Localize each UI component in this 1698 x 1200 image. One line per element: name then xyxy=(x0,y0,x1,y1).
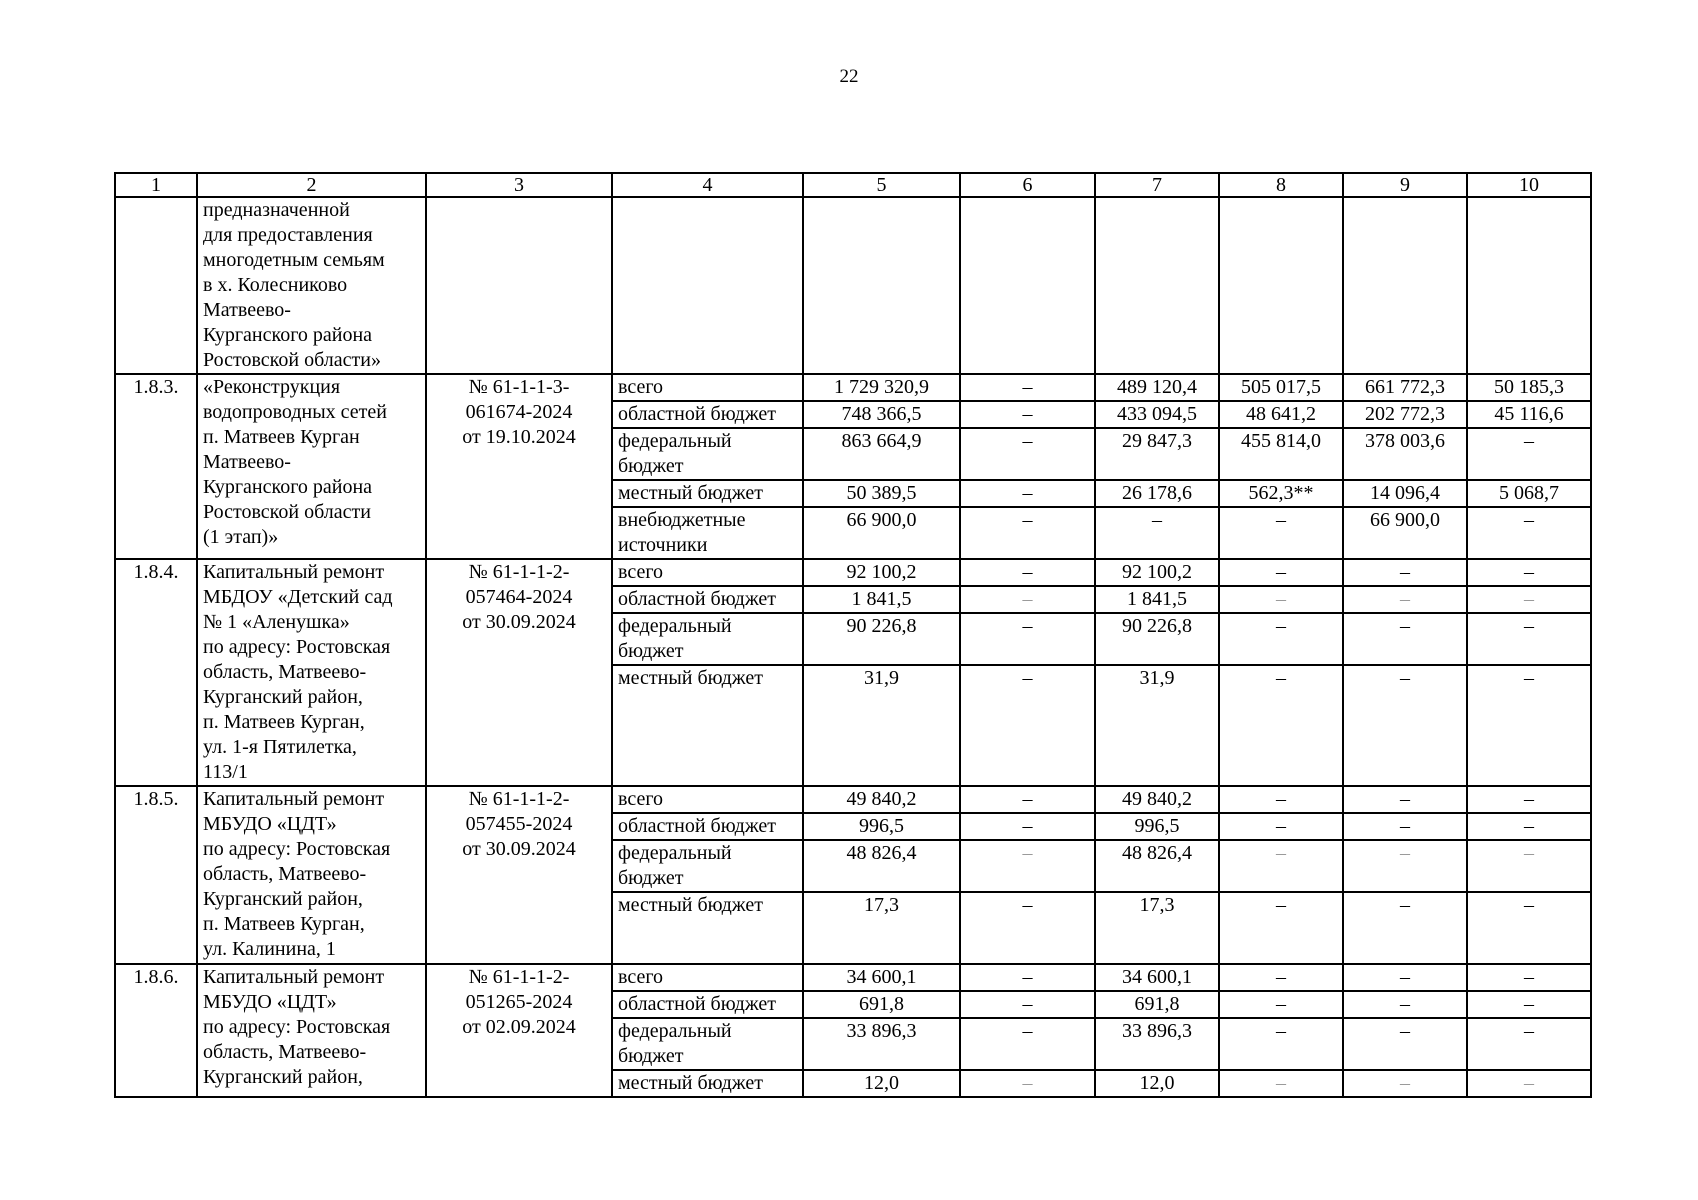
value-cell: 1 841,5 xyxy=(803,586,960,613)
table-row xyxy=(115,374,1591,401)
value-cell: – xyxy=(1219,786,1343,813)
value-cell: 50 389,5 xyxy=(803,480,960,507)
value-cell: – xyxy=(960,1018,1095,1070)
value-cell: – xyxy=(1219,586,1343,613)
column-header: 10 xyxy=(1467,173,1591,197)
funding-source-cell: местный бюджет xyxy=(612,892,803,964)
value-cell: – xyxy=(1343,813,1467,840)
value-cell: 5 068,7 xyxy=(1467,480,1591,507)
funding-source-cell: всего xyxy=(612,964,803,991)
column-header: 8 xyxy=(1219,173,1343,197)
value-cell: 691,8 xyxy=(803,991,960,1018)
value-cell: – xyxy=(1467,813,1591,840)
page-number: 22 xyxy=(839,66,859,87)
entry-number-cell: 1.8.4. xyxy=(115,559,197,786)
value-cell: – xyxy=(1467,428,1591,480)
value-cell: – xyxy=(960,991,1095,1018)
continuation-row xyxy=(115,197,1591,374)
value-cell: 455 814,0 xyxy=(1219,428,1343,480)
column-header: 3 xyxy=(426,173,612,197)
document-cell: № 61-1-1-2- 057464-2024 от 30.09.2024 xyxy=(426,559,612,786)
entry-number-cell: 1.8.6. xyxy=(115,964,197,1097)
value-cell: – xyxy=(1343,892,1467,964)
value-cell: 1 841,5 xyxy=(1095,586,1219,613)
value-cell xyxy=(1343,197,1467,374)
value-cell: – xyxy=(1219,964,1343,991)
value-cell: – xyxy=(960,665,1095,786)
value-cell: 34 600,1 xyxy=(803,964,960,991)
object-name-cell: Капитальный ремонт МБУДО «ЦДТ» по адресу: Ростовская область, Матвеево- Курганский район, xyxy=(197,964,426,1097)
value-cell: – xyxy=(960,428,1095,480)
value-cell: – xyxy=(1219,991,1343,1018)
value-cell: 505 017,5 xyxy=(1219,374,1343,401)
value-cell: – xyxy=(1219,665,1343,786)
funding-source-cell: местный бюджет xyxy=(612,665,803,786)
value-cell: 863 664,9 xyxy=(803,428,960,480)
value-cell: – xyxy=(1343,840,1467,892)
value-cell: 48 826,4 xyxy=(803,840,960,892)
value-cell: 34 600,1 xyxy=(1095,964,1219,991)
funding-source-cell: местный бюджет xyxy=(612,480,803,507)
value-cell: 17,3 xyxy=(1095,892,1219,964)
value-cell: 31,9 xyxy=(1095,665,1219,786)
source-cell xyxy=(612,197,803,374)
value-cell: 1 729 320,9 xyxy=(803,374,960,401)
funding-source-cell: областной бюджет xyxy=(612,401,803,428)
value-cell: – xyxy=(1343,559,1467,586)
funding-source-cell: местный бюджет xyxy=(612,1070,803,1097)
value-cell: – xyxy=(1219,813,1343,840)
column-header: 7 xyxy=(1095,173,1219,197)
value-cell: 92 100,2 xyxy=(803,559,960,586)
value-cell: – xyxy=(960,507,1095,559)
value-cell: 562,3** xyxy=(1219,480,1343,507)
value-cell: – xyxy=(960,401,1095,428)
value-cell: – xyxy=(1467,586,1591,613)
value-cell: – xyxy=(960,786,1095,813)
value-cell: 66 900,0 xyxy=(1343,507,1467,559)
value-cell: – xyxy=(1219,559,1343,586)
value-cell: 26 178,6 xyxy=(1095,480,1219,507)
funding-source-cell: всего xyxy=(612,374,803,401)
value-cell: – xyxy=(960,1070,1095,1097)
value-cell: 50 185,3 xyxy=(1467,374,1591,401)
value-cell: 90 226,8 xyxy=(1095,613,1219,665)
value-cell: – xyxy=(1467,892,1591,964)
entry-number-cell xyxy=(115,197,197,374)
value-cell: – xyxy=(1219,1070,1343,1097)
document-cell: № 61-1-1-2- 051265-2024 от 02.09.2024 xyxy=(426,964,612,1097)
value-cell: – xyxy=(1467,559,1591,586)
value-cell: – xyxy=(1467,964,1591,991)
value-cell: 378 003,6 xyxy=(1343,428,1467,480)
value-cell xyxy=(1467,197,1591,374)
value-cell: – xyxy=(1467,1070,1591,1097)
value-cell: – xyxy=(1467,786,1591,813)
value-cell: 14 096,4 xyxy=(1343,480,1467,507)
column-header: 4 xyxy=(612,173,803,197)
column-header: 9 xyxy=(1343,173,1467,197)
value-cell: 433 094,5 xyxy=(1095,401,1219,428)
value-cell: – xyxy=(960,559,1095,586)
value-cell: 92 100,2 xyxy=(1095,559,1219,586)
value-cell: 691,8 xyxy=(1095,991,1219,1018)
value-cell: – xyxy=(960,813,1095,840)
value-cell: 12,0 xyxy=(1095,1070,1219,1097)
object-name-cell: предназначенной для предоставления многодетным семьям в х. Колесниково Матвеево- Курганского района Ростовской области» xyxy=(197,197,426,374)
value-cell: – xyxy=(960,480,1095,507)
entry-number-cell: 1.8.3. xyxy=(115,374,197,559)
value-cell: – xyxy=(1467,613,1591,665)
funding-source-cell: областной бюджет xyxy=(612,991,803,1018)
object-name-cell: «Реконструкция водопроводных сетей п. Матвеев Курган Матвеево- Курганского района Ростовской области (1 этап)» xyxy=(197,374,426,559)
value-cell: – xyxy=(1467,840,1591,892)
document-cell: № 61-1-1-3- 061674-2024 от 19.10.2024 xyxy=(426,374,612,559)
value-cell: 12,0 xyxy=(803,1070,960,1097)
value-cell: – xyxy=(960,840,1095,892)
document-cell xyxy=(426,197,612,374)
value-cell: 748 366,5 xyxy=(803,401,960,428)
table-row xyxy=(115,964,1591,991)
value-cell: 33 896,3 xyxy=(803,1018,960,1070)
column-header: 2 xyxy=(197,173,426,197)
column-header: 1 xyxy=(115,173,197,197)
value-cell: 489 120,4 xyxy=(1095,374,1219,401)
value-cell: – xyxy=(960,964,1095,991)
funding-source-cell: федеральный бюджет xyxy=(612,428,803,480)
value-cell xyxy=(1219,197,1343,374)
value-cell: – xyxy=(1219,892,1343,964)
value-cell: – xyxy=(1343,586,1467,613)
value-cell: – xyxy=(1219,507,1343,559)
column-header: 5 xyxy=(803,173,960,197)
value-cell: 48 641,2 xyxy=(1219,401,1343,428)
value-cell xyxy=(960,197,1095,374)
value-cell: – xyxy=(1219,840,1343,892)
value-cell: 66 900,0 xyxy=(803,507,960,559)
value-cell xyxy=(803,197,960,374)
value-cell: – xyxy=(1219,613,1343,665)
value-cell: – xyxy=(1467,665,1591,786)
value-cell: – xyxy=(1219,1018,1343,1070)
budget-table xyxy=(114,172,1592,1098)
funding-source-cell: внебюджетные источники xyxy=(612,507,803,559)
value-cell xyxy=(1095,197,1219,374)
value-cell: – xyxy=(960,613,1095,665)
value-cell: – xyxy=(960,374,1095,401)
table-row xyxy=(115,559,1591,586)
value-cell: 48 826,4 xyxy=(1095,840,1219,892)
value-cell: – xyxy=(1343,786,1467,813)
value-cell: 31,9 xyxy=(803,665,960,786)
value-cell: 29 847,3 xyxy=(1095,428,1219,480)
object-name-cell: Капитальный ремонт МБУДО «ЦДТ» по адресу: Ростовская область, Матвеево- Курганский район, п. Матвеев Курган, ул. Калинина, 1 xyxy=(197,786,426,964)
funding-source-cell: федеральный бюджет xyxy=(612,840,803,892)
value-cell: – xyxy=(1467,991,1591,1018)
funding-source-cell: всего xyxy=(612,786,803,813)
value-cell: – xyxy=(960,892,1095,964)
value-cell: – xyxy=(1343,1018,1467,1070)
funding-source-cell: федеральный бюджет xyxy=(612,613,803,665)
funding-source-cell: областной бюджет xyxy=(612,586,803,613)
value-cell: – xyxy=(1095,507,1219,559)
value-cell: 90 226,8 xyxy=(803,613,960,665)
value-cell: 49 840,2 xyxy=(803,786,960,813)
value-cell: 996,5 xyxy=(1095,813,1219,840)
document-cell: № 61-1-1-2- 057455-2024 от 30.09.2024 xyxy=(426,786,612,964)
value-cell: – xyxy=(1343,665,1467,786)
value-cell: – xyxy=(1343,991,1467,1018)
column-header: 6 xyxy=(960,173,1095,197)
funding-source-cell: областной бюджет xyxy=(612,813,803,840)
value-cell: – xyxy=(1467,507,1591,559)
value-cell: – xyxy=(960,586,1095,613)
header-row xyxy=(115,173,1591,197)
value-cell: 202 772,3 xyxy=(1343,401,1467,428)
value-cell: 661 772,3 xyxy=(1343,374,1467,401)
value-cell: – xyxy=(1343,1070,1467,1097)
value-cell: – xyxy=(1343,964,1467,991)
table-row xyxy=(115,786,1591,813)
value-cell: – xyxy=(1467,1018,1591,1070)
value-cell: 45 116,6 xyxy=(1467,401,1591,428)
value-cell: 49 840,2 xyxy=(1095,786,1219,813)
funding-source-cell: всего xyxy=(612,559,803,586)
value-cell: 17,3 xyxy=(803,892,960,964)
object-name-cell: Капитальный ремонт МБДОУ «Детский сад № 1 «Аленушка» по адресу: Ростовская область, Матвеево- Курганский район, п. Матвеев Курган, ул. 1-я Пятилетка, 113/1 xyxy=(197,559,426,786)
funding-source-cell: федеральный бюджет xyxy=(612,1018,803,1070)
value-cell: 996,5 xyxy=(803,813,960,840)
entry-number-cell: 1.8.5. xyxy=(115,786,197,964)
value-cell: 33 896,3 xyxy=(1095,1018,1219,1070)
value-cell: – xyxy=(1343,613,1467,665)
